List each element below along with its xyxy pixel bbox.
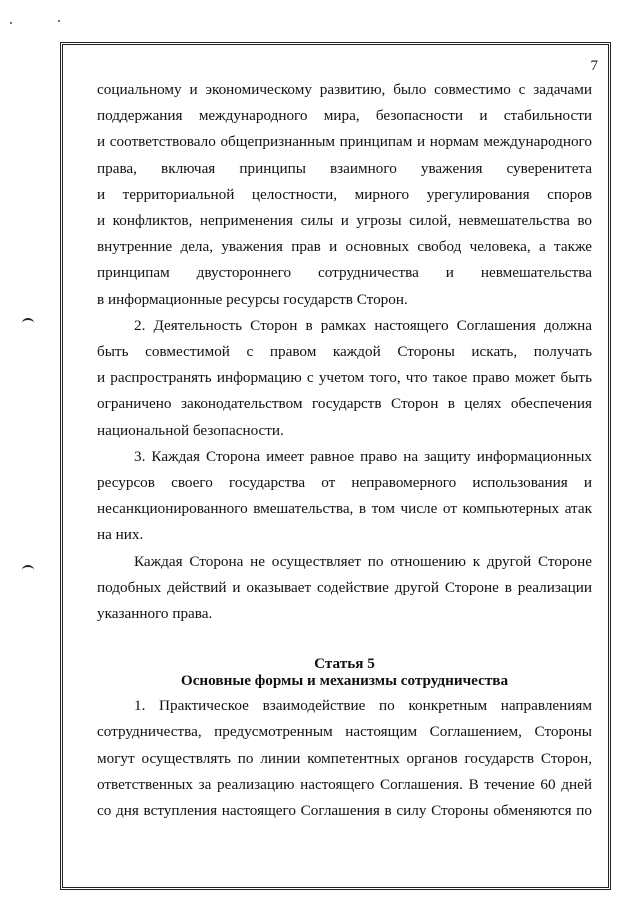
text-line: указанного права. xyxy=(97,605,213,623)
text-line: поддержания международного мира, безопасности и стабильности xyxy=(97,107,592,125)
document-body xyxy=(97,77,592,824)
paragraph-2 xyxy=(97,313,592,444)
text-line: внутренние дела, уважения прав и основных свобод человека, а также xyxy=(97,238,592,256)
text-line: права, включая принципы взаимного уважения суверенитета xyxy=(97,159,592,177)
text-line: в информационные ресурсы государств Сторон. xyxy=(97,290,408,308)
paragraph-article5-1 xyxy=(97,693,592,824)
text-line: сотрудничества, предусмотренным настоящим Соглашением, Стороны xyxy=(97,723,592,741)
paragraph-continuation xyxy=(97,77,592,313)
text-line: ответственных за реализацию настоящего Соглашения. В течение 60 дней xyxy=(97,775,592,793)
text-line: и территориальной целостности, мирного урегулирования споров xyxy=(97,185,592,203)
text-line: национальной безопасности. xyxy=(97,421,284,439)
text-line: принципам двустороннего сотрудничества и невмешательства xyxy=(97,264,592,282)
text-line: ограничено законодательством государств Сторон в целях обеспечения xyxy=(97,395,592,413)
text-line: 3. Каждая Сторона имеет равное право на защиту информационных xyxy=(134,447,592,465)
text-line: подобных действий и оказывает содействие другой Стороне в реализации xyxy=(97,578,592,596)
text-line: на них. xyxy=(97,526,144,544)
paragraph-4 xyxy=(97,549,592,628)
article-title: Основные формы и механизмы сотрудничества xyxy=(180,672,509,690)
binding-hole-mark xyxy=(22,318,34,328)
text-line: со дня вступления настоящего Соглашения в силу Стороны обменяются по xyxy=(97,802,592,820)
text-line: и соответствовало общепризнанным принципам и нормам международного xyxy=(97,133,592,151)
text-line: 1. Практическое взаимодействие по конкретным направлениям xyxy=(134,697,592,715)
text-line: могут осуществлять по линии компетентных органов государств Сторон, xyxy=(97,749,592,767)
text-line: и распространять информацию с учетом того, что такое право может быть xyxy=(97,369,592,387)
text-line: социальному и экономическому развитию, было совместимо с задачами xyxy=(97,81,592,98)
text-line: и конфликтов, неприменения силы и угрозы силой, невмешательства во xyxy=(97,212,592,230)
paragraph-3 xyxy=(97,444,592,549)
text-line: Каждая Сторона не осуществляет по отношению к другой Стороне xyxy=(134,552,592,570)
text-line: 2. Деятельность Сторон в рамках настоящего Соглашения должна xyxy=(134,316,592,334)
page-number: 7 xyxy=(590,58,598,74)
binding-hole-mark xyxy=(22,565,34,575)
scan-speck xyxy=(58,20,60,22)
scan-speck xyxy=(10,22,12,24)
text-line: ресурсов своего государства от неправомерного использования и xyxy=(97,474,592,492)
article-number: Статья 5 xyxy=(314,655,375,673)
text-line: быть совместимой с правом каждой Стороны искать, получать xyxy=(97,343,592,361)
text-line: несанкционированного вмешательства, в том числе от компьютерных атак xyxy=(97,500,592,518)
